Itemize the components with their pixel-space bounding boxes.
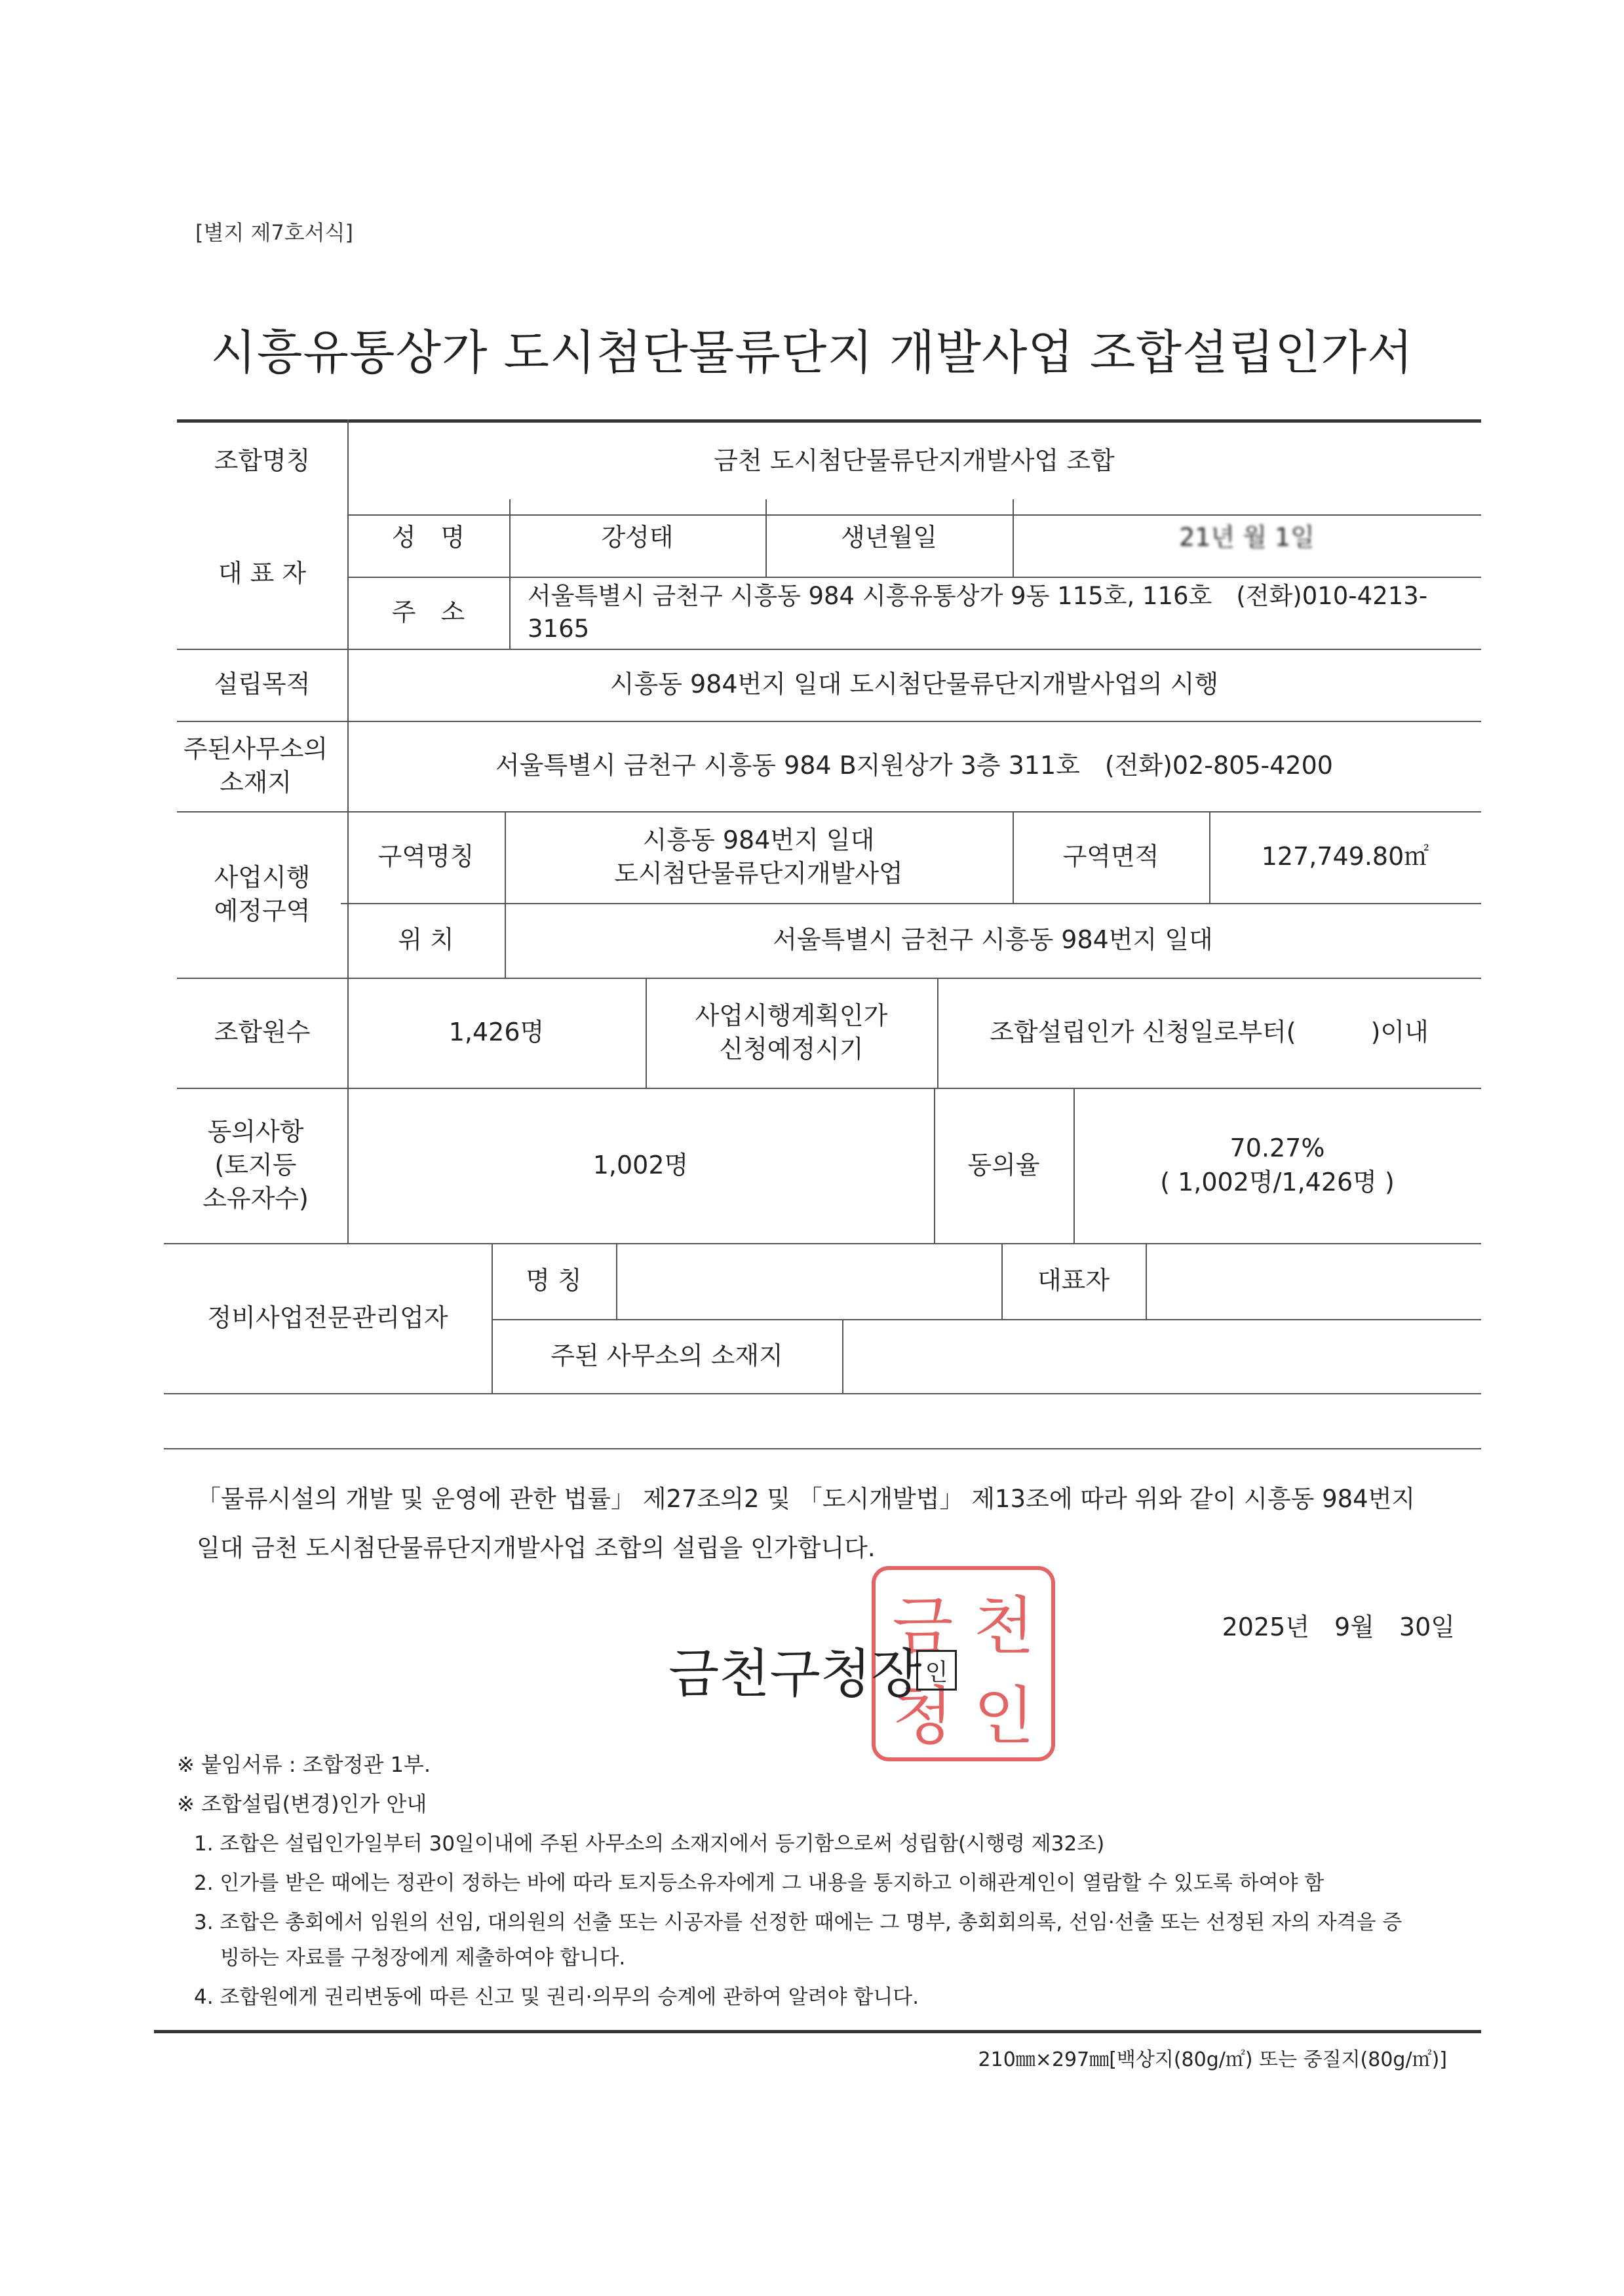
- consent-rate-line1: 70.27%: [1229, 1134, 1325, 1163]
- guide-item-3-cont: 빙하는 자료를 구청장에게 제출하여야 합니다.: [220, 1946, 626, 1970]
- purpose-value: 시흥동 984번지 일대 도시첨단물류단지개발사업의 시행: [609, 670, 1219, 699]
- zone-name-line2: 도시첨단물류단지개발사업: [614, 859, 903, 888]
- footer-divider: [154, 2030, 1481, 2033]
- address-value: 서울특별시 금천구 시흥동 984 시흥유통상가 9동 115호, 116호 (전화)010-4213-3165: [528, 582, 1428, 643]
- guide-title: ※ 조합설립(변경)인가 안내: [177, 1791, 427, 1816]
- plan-label-line2: 신청예정시기: [719, 1035, 864, 1063]
- consent-label-line2: (토지등: [214, 1150, 297, 1179]
- consent-label-line3: 소유자수): [203, 1184, 309, 1214]
- seal-char-4: 인: [973, 1679, 1035, 1753]
- address-label: 주 소: [391, 598, 465, 627]
- seal-char-1: 금: [892, 1590, 954, 1663]
- office-value: 서울특별시 금천구 시흥동 984 B지원상가 3층 311호 (전화)02-805-4200: [495, 751, 1333, 780]
- members-value: 1,426명: [448, 1018, 545, 1047]
- location-label: 위 치: [398, 925, 454, 955]
- name-value: 강성태: [601, 523, 674, 552]
- zone-area-label: 구역면적: [1062, 842, 1159, 871]
- body-line-1: 「물류시설의 개발 및 운영에 관한 법률」 제27조의2 및 「도시개발법」 제13조에 따라 위와 같이 시흥동 984번지: [197, 1485, 1416, 1513]
- consent-label: [164, 1088, 347, 1243]
- guide-item-3: 3. 조합은 총회에서 임원의 선임, 대의원의 선출 또는 시공자를 선정한 때에는 그 명부, 총회회의록, 선임·선출 또는 선정된 자의 자격을 증: [194, 1911, 1402, 1934]
- plan-label-line1: 사업시행계획인가: [695, 1001, 888, 1030]
- attachment-note: ※ 붙임서류 : 조합정관 1부.: [177, 1752, 431, 1777]
- manager-rep-value: [1146, 1243, 1481, 1319]
- office-label-line2: 소재지: [219, 768, 292, 797]
- representative-label: 대 표 자: [218, 559, 307, 588]
- manager-office-value: [842, 1319, 1481, 1393]
- union-name-label: 조합명칭: [214, 446, 311, 475]
- consent-rate-line2: ( 1,002명/1,426명 ): [1160, 1167, 1395, 1196]
- manager-name-value: [616, 1243, 1001, 1319]
- consent-rate-label: 동의율: [967, 1150, 1040, 1179]
- zone-name-value: [505, 811, 1013, 903]
- members-label: 조합원수: [214, 1018, 311, 1047]
- seal-char-2: 천: [973, 1590, 1035, 1663]
- body-text: [197, 1474, 1442, 1573]
- name-label: 성 명: [391, 523, 465, 552]
- body-line-2: 일대 금천 도시첨단물류단지개발사업 조합의 설립을 인가합니다.: [197, 1534, 876, 1562]
- plan-value: 조합설립인가 신청일로부터( )이내: [990, 1018, 1429, 1047]
- zone-area-value: 127,749.80㎡: [1261, 842, 1429, 871]
- document-title: 시흥유통상가 도시첨단물류단지 개발사업 조합설립인가서: [210, 325, 1414, 380]
- issuer-name: 금천구청장: [668, 1643, 922, 1704]
- manager-label: 정비사업전문관리업자: [207, 1303, 448, 1332]
- birth-label: 생년월일: [841, 523, 937, 552]
- birth-value: [1013, 499, 1481, 577]
- manager-name-label: 명 칭: [526, 1266, 582, 1295]
- manager-rep-label: 대표자: [1037, 1266, 1110, 1295]
- birth-value-text: 21년 월 1일: [1179, 523, 1315, 552]
- guide-item-4: 4. 조합원에게 권리변동에 따른 신고 및 권리·의무의 승계에 관하여 알려야 합니다.: [194, 1985, 919, 2009]
- project-area-label-line1: 사업시행: [214, 862, 311, 892]
- zone-name-label: 구역명칭: [377, 842, 474, 871]
- purpose-label: 설립목적: [214, 670, 311, 699]
- consent-value: 1,002명: [592, 1150, 689, 1179]
- project-area-label-line2: 예정구역: [214, 896, 311, 925]
- paper-spec: 210㎜×297㎜[백상지(80g/㎡) 또는 중질지(80g/㎡)]: [978, 2048, 1447, 2071]
- consent-label-line1: 동의사항: [207, 1117, 304, 1146]
- seal-mark: 인: [916, 1650, 957, 1691]
- form-number: [별지 제7호서식]: [195, 220, 353, 245]
- office-label-line1: 주된사무소의: [183, 734, 328, 763]
- consent-rate-value: [1073, 1088, 1481, 1243]
- zone-name-line1: 시흥동 984번지 일대: [642, 825, 875, 854]
- location-value: 서울특별시 금천구 시흥동 984번지 일대: [773, 925, 1213, 955]
- seal-char-3: 청: [892, 1679, 954, 1753]
- office-label: [164, 721, 347, 811]
- guide-item-2: 2. 인가를 받은 때에는 정관이 정하는 바에 따라 토지등소유자에게 그 내용을 통지하고 이해관계인이 열람할 수 있도록 하여야 함: [194, 1871, 1324, 1895]
- union-name-value: 금천 도시첨단물류단지개발사업 조합: [714, 446, 1115, 475]
- plan-label: [646, 978, 937, 1088]
- guide-item-1: 1. 조합은 설립인가일부터 30일이내에 주된 사무소의 소재지에서 등기함으로써 성립함(시행령 제32조): [194, 1832, 1105, 1856]
- project-area-label: [177, 811, 347, 978]
- issue-date: 2025년 9월 30일: [1222, 1613, 1455, 1641]
- manager-office-label: 주된 사무소의 소재지: [551, 1341, 783, 1370]
